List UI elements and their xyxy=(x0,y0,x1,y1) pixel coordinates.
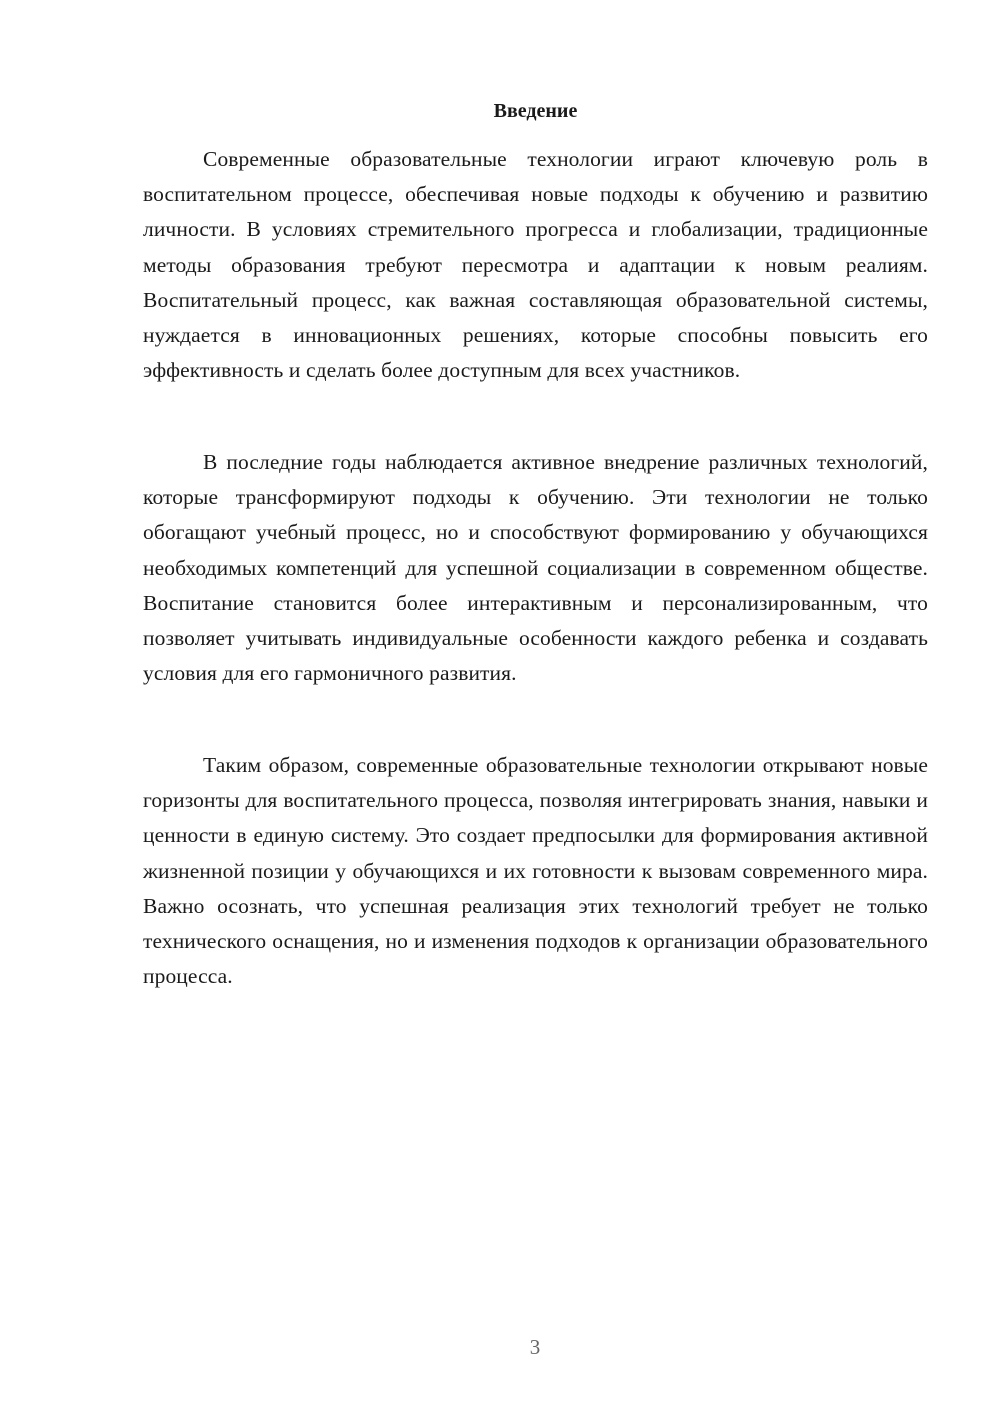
paragraph-2: В последние годы наблюдается активное внедрение различных технологий, которые трансформируют подходы к обучению. Эти технологии не только обогащают учебный процесс, но и способствуют формированию у обучающихся необходимых компетенций для успешной социализации в современном обществе. Воспитание становится более интерактивным и персонализированным, что позволяет учитывать индивидуальные особенности каждого ребенка и создавать условия для его гармоничного развития. xyxy=(143,450,928,686)
paragraph-1: Современные образовательные технологии играют ключевую роль в воспитательном процессе, обеспечивая новые подходы к обучению и развитию личности. В условиях стремительного прогресса и глобализации, традиционные методы образования требуют пересмотра и адаптации к новым реалиям. Воспитательный процесс, как важная составляющая образовательной системы, нуждается в инновационных решениях, которые способны повысить его эффективность и сделать более доступным для всех участников. xyxy=(143,147,928,383)
page-number: 3 xyxy=(529,1335,541,1359)
paragraph-3: Таким образом, современные образовательные технологии открывают новые горизонты для воспитательного процесса, позволяя интегрировать знания, навыки и ценности в единую систему. Это создает предпосылки для формирования активной жизненной позиции у обучающихся и их готовности к вызовам современного мира. Важно осознать, что успешная реализация этих технологий требует не только технического оснащения, но и изменения подходов к организации образовательного процесса. xyxy=(143,753,928,989)
section-heading: Введение xyxy=(493,100,578,122)
